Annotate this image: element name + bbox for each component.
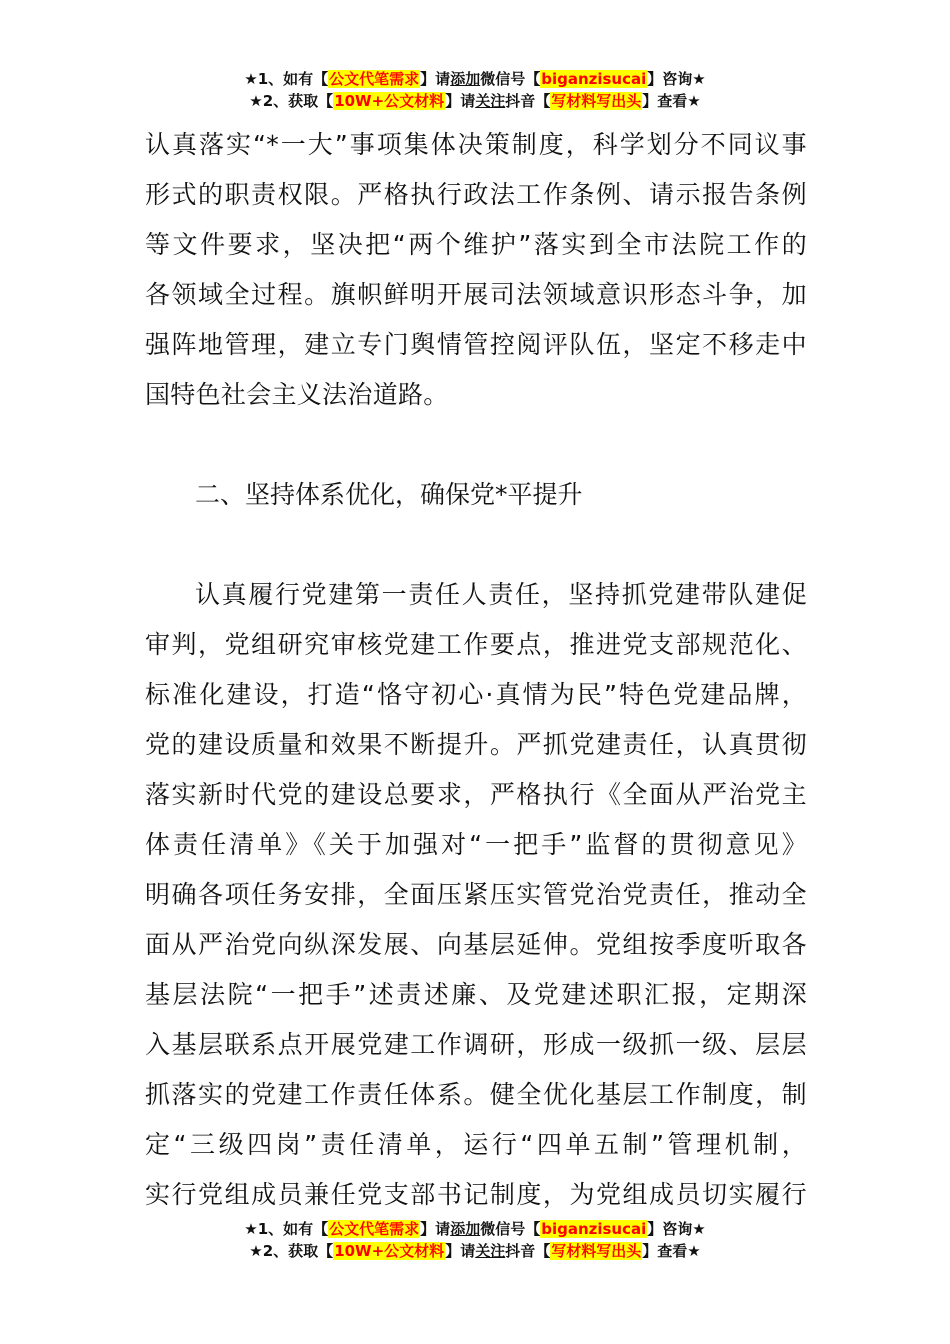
section-heading: 二、坚持体系优化，确保党*平提升	[195, 480, 583, 509]
underlined-text: 添加	[450, 1220, 481, 1238]
text-line: 认真履行党建第一责任人责任，坚持抓党建带队建促	[195, 580, 807, 609]
text-line: 国特色社会主义法治道路。	[145, 380, 449, 409]
underlined-text: 添加	[450, 70, 481, 88]
paragraph-1	[145, 120, 807, 420]
banner-line-2	[0, 90, 950, 112]
banner-text: 】查看★	[642, 1242, 701, 1260]
highlight-text: 10W+公文材料	[334, 1242, 445, 1260]
text-line: 面从严治党向纵深发展、向基层延伸。党组按季度听取各	[145, 930, 807, 959]
text-line: 体责任清单》《关于加强对“一把手”监督的贯彻意见》	[145, 830, 807, 859]
underlined-text: 关注	[475, 92, 506, 110]
banner-text: ★2、获取【	[249, 92, 334, 110]
text-line: 等文件要求，坚决把“两个维护”落实到全市法院工作的	[145, 230, 807, 259]
banner-line-2	[0, 1240, 950, 1262]
underlined-text: 关注	[475, 1242, 506, 1260]
paragraph-2	[145, 570, 807, 1220]
banner-text: ★1、如有【	[244, 1220, 329, 1238]
highlight-text: 公文代笔需求	[329, 70, 420, 88]
banner-text: 】查看★	[642, 92, 701, 110]
highlight-text: 公文代笔需求	[329, 1220, 420, 1238]
banner-text: ★1、如有【	[244, 70, 329, 88]
text-line: 形式的职责权限。严格执行政法工作条例、请示报告条例	[145, 180, 807, 209]
text-line: 落实新时代党的建设总要求，严格执行《全面从严治党主	[145, 780, 807, 809]
text-line: 明确各项任务安排，全面压紧压实管党治党责任，推动全	[145, 880, 807, 909]
highlight-text: 写材料写出头	[551, 92, 642, 110]
text-line: 入基层联系点开展党建工作调研，形成一级抓一级、层层	[145, 1030, 807, 1059]
banner-line-1	[0, 1218, 950, 1240]
banner-text: 抖音【	[505, 92, 551, 110]
banner-text: 】咨询★	[647, 70, 706, 88]
text-line: 基层法院“一把手”述责述廉、及党建述职汇报，定期深	[145, 980, 807, 1009]
banner-text: 】咨询★	[647, 1220, 706, 1238]
banner-text: 】请	[420, 70, 451, 88]
banner-text: 微信号【	[480, 70, 541, 88]
text-line: 党的建设质量和效果不断提升。严抓党建责任，认真贯彻	[145, 730, 807, 759]
banner-line-1	[0, 68, 950, 90]
text-line: 定“三级四岗”责任清单，运行“四单五制”管理机制，	[145, 1130, 807, 1159]
highlight-text: biganzisucai	[541, 1220, 647, 1238]
highlight-text: 写材料写出头	[551, 1242, 642, 1260]
bottom-banner	[0, 1218, 950, 1262]
text-line: 强阵地管理，建立专门舆情管控阅评队伍，坚定不移走中	[145, 330, 807, 359]
text-line: 实行党组成员兼任党支部书记制度，为党组成员切实履行	[145, 1180, 807, 1209]
banner-text: ★2、获取【	[249, 1242, 334, 1260]
highlight-text: biganzisucai	[541, 70, 647, 88]
text-line: 标准化建设，打造“恪守初心·真情为民”特色党建品牌，	[145, 680, 807, 709]
banner-text: 】请	[445, 92, 476, 110]
banner-text: 微信号【	[480, 1220, 541, 1238]
text-line: 认真落实“*一大”事项集体决策制度，科学划分不同议事	[145, 130, 807, 159]
text-line: 各领域全过程。旗帜鲜明开展司法领域意识形态斗争，加	[145, 280, 807, 309]
top-banner	[0, 68, 950, 112]
banner-text: 】请	[445, 1242, 476, 1260]
banner-text: 】请	[420, 1220, 451, 1238]
banner-text: 抖音【	[505, 1242, 551, 1260]
text-line: 抓落实的党建工作责任体系。健全优化基层工作制度，制	[145, 1080, 807, 1109]
text-line: 审判，党组研究审核党建工作要点，推进党支部规范化、	[145, 630, 807, 659]
highlight-text: 10W+公文材料	[334, 92, 445, 110]
